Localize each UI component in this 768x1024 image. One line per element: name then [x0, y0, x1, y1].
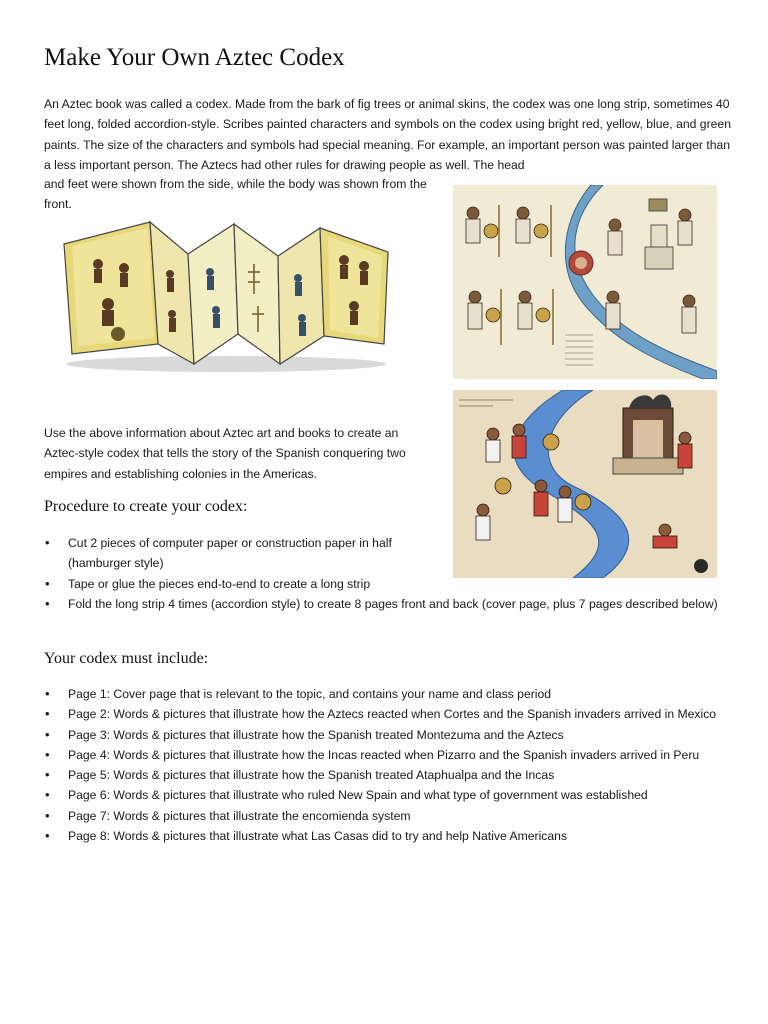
- requirements-heading: Your codex must include:: [44, 650, 209, 667]
- list-item: [44, 826, 734, 846]
- page-description: Words & pictures that illustrate how the Spanish treated Montezuma and the Aztecs: [113, 727, 564, 742]
- page-label: Page 6:: [68, 788, 111, 803]
- procedure-heading: Procedure to create your codex:: [44, 498, 248, 515]
- folded-codex-illustration: [58, 214, 394, 374]
- list-item: [44, 765, 734, 785]
- page-description: Cover page that is relevant to the topic, and contains your name and class period: [113, 687, 552, 701]
- list-item: [44, 684, 734, 704]
- procedure-step: • Tape or glue the pieces end-to-end to create a long strip: [44, 574, 414, 594]
- page-label: Page 4:: [68, 747, 111, 762]
- page-description: Words & pictures that illustrate how the Incas reacted when Pizarro and the Spanish invaders arrived in Peru: [113, 747, 700, 762]
- procedure-step: • Fold the long strip 4 times (accordion style) to create 8 pages front and back (cover page, plus 7 pages described below): [44, 594, 728, 614]
- list-item: [44, 785, 734, 805]
- instructions-paragraph: Use the above information about Aztec art and books to create an Aztec-style codex that tells the story of the Spanish conquering two empires and establishing colonies in the Americas.: [44, 426, 406, 481]
- codex-conquest-illustration: [453, 390, 717, 578]
- page-label: Page 3:: [68, 727, 111, 742]
- page-description: Words & pictures that illustrate what Las Casas did to try and help Native Americans: [113, 829, 568, 844]
- list-item: [44, 806, 734, 826]
- page-title: Make Your Own Aztec Codex: [44, 44, 345, 71]
- requirements-list: [44, 684, 734, 846]
- procedure-step: • Cut 2 pieces of computer paper or construction paper in half (hamburger style): [44, 533, 414, 574]
- intro-paragraph: An Aztec book was called a codex. Made from the bark of fig trees or animal skins, the codex was one long strip, sometimes 40 feet long, folded accordion-style. Scribes painted characters and symbols on the codex using bright red, yellow, blue, and green paints. The size of the characters and symbols had special meaning. For example, an important person was painted larger than a less important person. The Aztecs had other rules for drawing people as well. The head: [44, 97, 731, 172]
- intro-paragraph-end: and feet were shown from the side, while the body was shown from the front.: [44, 177, 427, 212]
- procedure-list: [44, 533, 718, 614]
- page-label: Page 7:: [68, 808, 111, 823]
- page-description: Words & pictures that illustrate how the Aztecs reacted when Cortes and the Spanish invaders arrived in Mexico: [113, 707, 717, 722]
- page-label: Page 1:: [68, 687, 111, 701]
- codex-warriors-illustration: [453, 185, 717, 379]
- page-description: Words & pictures that illustrate how the Spanish treated Ataphualpa and the Incas: [113, 768, 555, 783]
- page-description: Words & pictures that illustrate who ruled New Spain and what type of government was established: [113, 788, 648, 803]
- page-label: Page 2:: [68, 707, 111, 722]
- page-label: Page 8:: [68, 829, 111, 844]
- page-description: Words & pictures that illustrate the encomienda system: [113, 808, 411, 823]
- list-item: [44, 725, 734, 745]
- list-item: [44, 704, 734, 724]
- page-label: Page 5:: [68, 768, 111, 783]
- list-item: [44, 745, 734, 765]
